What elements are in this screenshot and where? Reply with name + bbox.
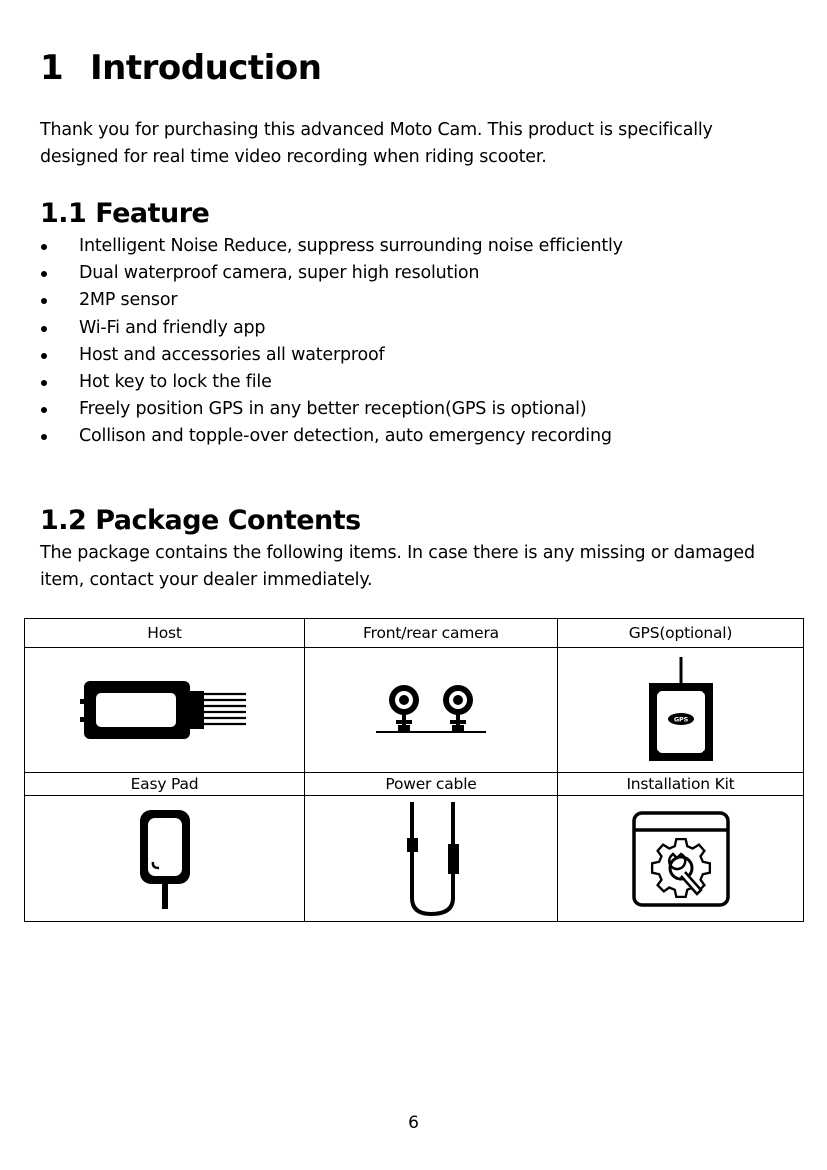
item-label-power-cable: Power cable — [305, 773, 558, 796]
feature-item: Wi-Fi and friendly app — [40, 315, 800, 342]
gps-cell — [558, 648, 804, 773]
table-row — [25, 773, 804, 796]
camera-cell — [305, 648, 558, 773]
item-label-installation-kit: Installation Kit — [558, 773, 804, 796]
item-label-host: Host — [25, 619, 305, 648]
feature-item: 2MP sensor — [40, 287, 800, 314]
power-cable-icon — [391, 800, 471, 918]
host-unit-icon — [80, 675, 250, 745]
feature-heading: 1.1 Feature — [40, 198, 210, 229]
chapter-number: 1 — [40, 48, 64, 88]
chapter-heading — [40, 46, 321, 90]
gps-module-icon — [646, 655, 716, 765]
feature-item: Freely position GPS in any better reception(GPS is optional) — [40, 396, 800, 423]
feature-item: Dual waterproof camera, super high resolution — [40, 260, 800, 287]
feature-item: Intelligent Noise Reduce, suppress surrounding noise efficiently — [40, 233, 800, 260]
feature-item: Hot key to lock the file — [40, 369, 800, 396]
table-row — [25, 796, 804, 922]
package-heading: 1.2 Package Contents — [40, 505, 361, 536]
host-cell — [25, 648, 305, 773]
table-row — [25, 619, 804, 648]
feature-item: Collison and topple-over detection, auto emergency recording — [40, 423, 800, 450]
dual-camera-icon — [371, 680, 491, 740]
package-contents-table — [24, 618, 804, 922]
installation-kit-cell — [558, 796, 804, 922]
item-label-easy-pad: Easy Pad — [25, 773, 305, 796]
chapter-title: Introduction — [90, 48, 322, 88]
feature-item: Host and accessories all waterproof — [40, 342, 800, 369]
item-label-gps: GPS(optional) — [558, 619, 804, 648]
power-cable-cell — [305, 796, 558, 922]
table-row — [25, 648, 804, 773]
gps-badge: GPS — [673, 715, 688, 724]
intro-paragraph: Thank you for purchasing this advanced Moto Cam. This product is specifically designed for real time video recording when riding scooter. — [40, 120, 713, 167]
item-label-camera: Front/rear camera — [305, 619, 558, 648]
easy-pad-icon — [135, 806, 195, 911]
feature-list — [40, 233, 800, 451]
installation-kit-icon — [631, 810, 731, 908]
page-number: 6 — [408, 1113, 419, 1133]
package-description: The package contains the following items. In case there is any missing or damaged item, contact your dealer immediately. — [40, 543, 755, 590]
easy-pad-cell — [25, 796, 305, 922]
